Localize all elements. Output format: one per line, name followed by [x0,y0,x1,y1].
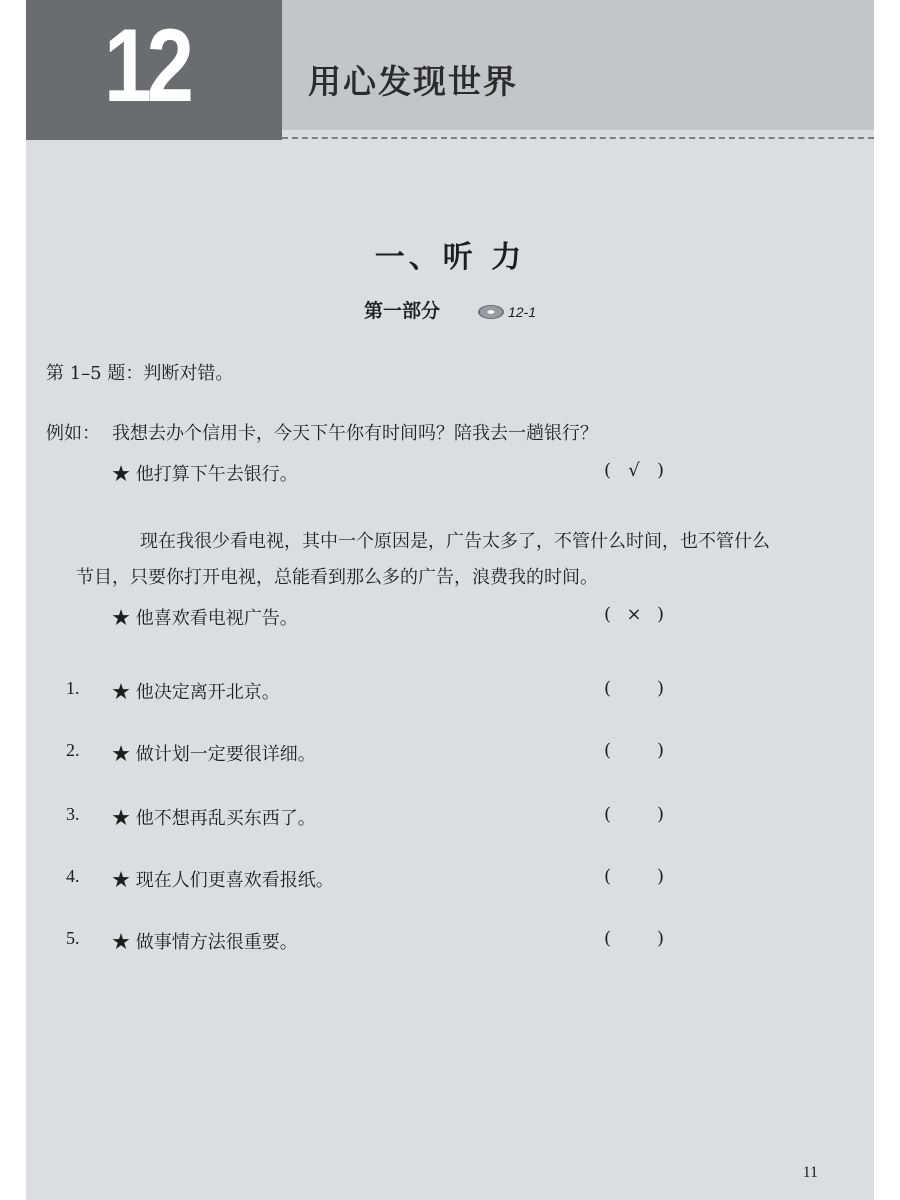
chapter-number-box [26,0,282,140]
chapter-header [26,0,874,140]
answer-mark: √ [628,460,640,481]
track-label: 12-1 [507,304,537,320]
textbook-page [26,0,874,1200]
example-1-passage: 我想去办个信用卡，今天下午你有时间吗？陪我去一趟银行？ [112,423,598,444]
example-2-answer: ( × ) [604,604,664,625]
item-1-answer-blank[interactable]: ( ) [604,678,664,699]
example-2-passage-line2: 节目，只要你打开电视，总能看到那么多的广告，浪费我的时间。 [76,567,598,588]
page-number: 11 [802,1164,818,1181]
cd-disc-icon [478,305,504,319]
item-5-number: 5. [66,928,80,948]
item-5-statement: ★ 做事情方法很重要。 [112,932,298,953]
section-heading: 一、听 力 [374,240,526,275]
item-1-number: 1. [66,678,80,698]
example-2-statement: ★ 他喜欢看电视广告。 [112,608,298,629]
item-2-number: 2. [66,740,80,760]
part-label: 第一部分 [363,300,440,322]
item-2-answer-blank[interactable]: ( ) [604,740,664,761]
example-2-passage-line1: 现在我很少看电视，其中一个原因是，广告太多了，不管什么时间，也不管什么 [140,531,770,552]
item-4-number: 4. [66,866,80,886]
example-1-answer: ( √ ) [604,460,664,481]
chapter-number: 12 [104,8,190,124]
example-label: 例如： [46,423,100,444]
answer-mark: × [626,604,642,625]
item-3-number: 3. [66,804,80,824]
item-3-answer-blank[interactable]: ( ) [604,804,664,825]
item-1-statement: ★ 他决定离开北京。 [112,682,280,703]
item-5-answer-blank[interactable]: ( ) [604,928,664,949]
item-3-statement: ★ 他不想再乱买东西了。 [112,808,316,829]
part-heading [26,296,874,323]
chapter-title-area [282,0,874,130]
item-4-answer-blank[interactable]: ( ) [604,866,664,887]
instruction: 第 1–5 题：判断对错。 [46,363,234,384]
chapter-title: 用心发现世界 [308,62,518,101]
header-divider [282,137,874,139]
example-1-statement: ★ 他打算下午去银行。 [112,464,298,485]
item-4-statement: ★ 现在人们更喜欢看报纸。 [112,870,334,891]
item-2-statement: ★ 做计划一定要很详细。 [112,744,316,765]
